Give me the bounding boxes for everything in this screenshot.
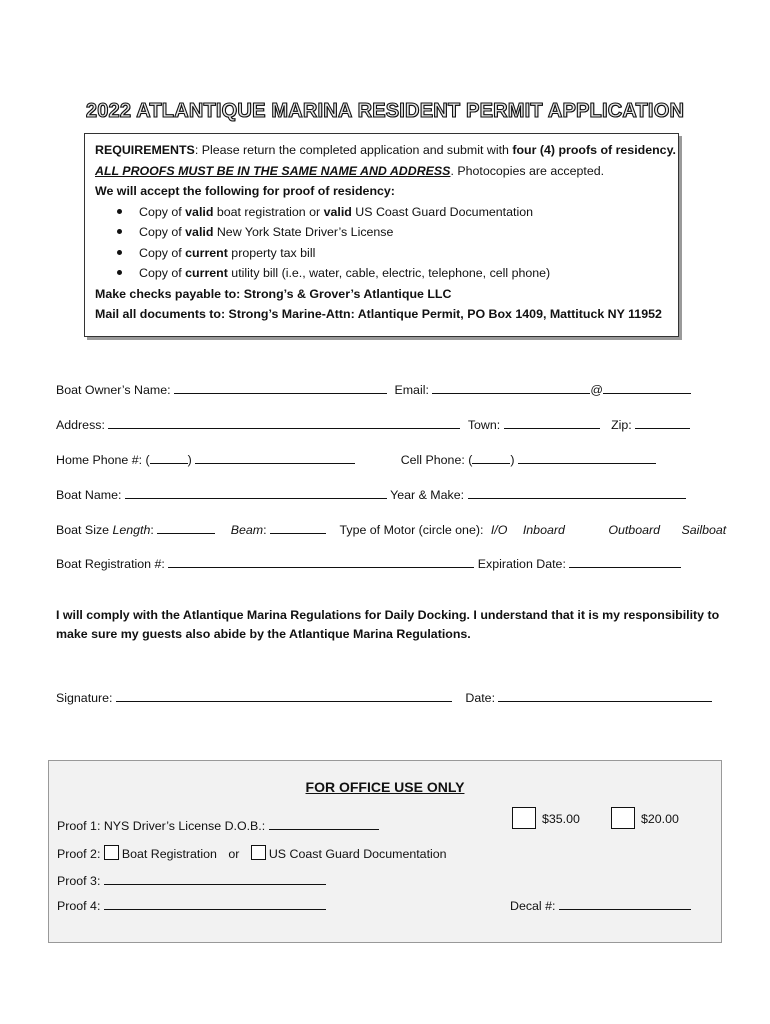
proof2-label: Proof 2: (57, 847, 101, 861)
motor-option-outboard[interactable]: Outboard (608, 523, 660, 537)
year-make-field[interactable] (468, 486, 686, 499)
proof3-field[interactable] (104, 872, 326, 885)
cell-area-code-field[interactable] (472, 451, 510, 464)
owner-name-label: Boat Owner’s Name: (56, 383, 171, 397)
home-phone-field[interactable] (195, 451, 355, 464)
owner-name-field[interactable] (174, 381, 387, 394)
or-label: or (228, 847, 240, 861)
home-area-code-field[interactable] (150, 451, 188, 464)
email-domain-field[interactable] (603, 381, 691, 394)
phone-row (56, 451, 656, 467)
decal-row (510, 897, 691, 913)
colon: : (263, 523, 267, 537)
fee-35-label: $35.00 (542, 812, 580, 826)
signature-field[interactable] (116, 689, 452, 702)
requirements-line-1: REQUIREMENTS: Please return the completed application and submit with four (4) proofs of residency. (95, 143, 676, 157)
length-field[interactable] (157, 521, 215, 534)
proof2-row (57, 845, 447, 861)
expiration-field[interactable] (569, 555, 681, 568)
registration-row (56, 555, 681, 571)
proof-list (95, 202, 670, 284)
mail-address: Mail all documents to: Strong’s Marine-Attn: Atlantique Permit, PO Box 1409, Mattituck NY 11952 (95, 307, 662, 321)
signature-label: Signature: (56, 691, 113, 705)
boat-size-row (56, 521, 726, 537)
expiration-label: Expiration Date: (477, 557, 566, 571)
requirements-box (84, 133, 679, 337)
list-item: Copy of current property tax bill (139, 243, 670, 264)
boat-size-label: Boat Size (56, 523, 113, 537)
zip-label: Zip: (611, 418, 632, 432)
requirements-line-2: ALL PROOFS MUST BE IN THE SAME NAME AND ADDRESS. Photocopies are accepted. (95, 163, 605, 178)
office-use-box (48, 760, 722, 943)
list-item: Copy of valid New York State Driver’s License (139, 222, 670, 243)
uscg-checkbox[interactable] (251, 845, 266, 860)
signature-row (56, 689, 712, 705)
cell-phone-label: Cell Phone: ( (400, 453, 473, 467)
paren-close: ) (187, 453, 192, 467)
list-item: Copy of current utility bill (i.e., water, cable, electric, telephone, cell phone) (139, 263, 670, 284)
proof4-field[interactable] (104, 897, 326, 910)
checks-payable: Make checks payable to: Strong’s & Grover’s Atlantique LLC (95, 286, 452, 301)
year-make-label: Year & Make: (390, 488, 465, 502)
boat-name-row (56, 486, 686, 502)
proof1-label: Proof 1: NYS Driver’s License D.O.B.: (57, 819, 266, 833)
page-title: 2022 ATLANTIQUE MARINA RESIDENT PERMIT APPLICATION (85, 100, 685, 122)
motor-option-inboard[interactable]: Inboard (522, 523, 565, 537)
address-row (56, 416, 690, 432)
fee-20-label: $20.00 (641, 812, 679, 826)
beam-label: Beam (230, 523, 264, 537)
requirements-line-3: We will accept the following for proof of residency: (95, 184, 395, 198)
date-field[interactable] (498, 689, 712, 702)
zip-field[interactable] (635, 416, 690, 429)
decal-field[interactable] (559, 897, 691, 910)
boat-registration-label: Boat Registration (121, 847, 217, 861)
office-use-title: FOR OFFICE USE ONLY (305, 779, 465, 795)
motor-option-io[interactable]: I/O (490, 523, 508, 537)
boat-registration-checkbox[interactable] (104, 845, 119, 860)
home-phone-label: Home Phone #: ( (56, 453, 150, 467)
fee-20-checkbox[interactable] (611, 807, 635, 829)
fee-35-checkbox[interactable] (512, 807, 536, 829)
proof1-row (57, 817, 379, 833)
proof4-label: Proof 4: (57, 899, 101, 913)
town-label: Town: (467, 418, 501, 432)
at-sign: @ (590, 383, 603, 397)
beam-field[interactable] (270, 521, 326, 534)
paren-close: ) (510, 453, 515, 467)
boat-name-field[interactable] (125, 486, 387, 499)
colon: : (150, 523, 154, 537)
cell-phone-field[interactable] (518, 451, 656, 464)
email-field[interactable] (432, 381, 590, 394)
length-label: Length (112, 523, 151, 537)
decal-label: Decal #: (510, 899, 556, 913)
motor-label: Type of Motor (circle one): (339, 523, 484, 537)
motor-option-sailboat[interactable]: Sailboat (681, 523, 727, 537)
owner-row (56, 381, 691, 397)
email-label: Email: (394, 383, 429, 397)
registration-label: Boat Registration #: (56, 557, 165, 571)
list-item: Copy of valid boat registration or valid US Coast Guard Documentation (139, 202, 670, 223)
boat-name-label: Boat Name: (56, 488, 122, 502)
town-field[interactable] (504, 416, 600, 429)
proof3-label: Proof 3: (57, 874, 101, 888)
uscg-label: US Coast Guard Documentation (268, 847, 447, 861)
proof3-row (57, 872, 326, 888)
compliance-statement: I will comply with the Atlantique Marina Regulations for Daily Docking. I understand that it is my responsibility to make sure my guests also abide by the Atlantique Marina Regulations. (56, 608, 720, 641)
proof4-row (57, 897, 326, 913)
address-field[interactable] (108, 416, 460, 429)
address-label: Address: (56, 418, 105, 432)
date-label: Date: (465, 691, 496, 705)
dob-field[interactable] (269, 817, 379, 830)
registration-field[interactable] (168, 555, 474, 568)
